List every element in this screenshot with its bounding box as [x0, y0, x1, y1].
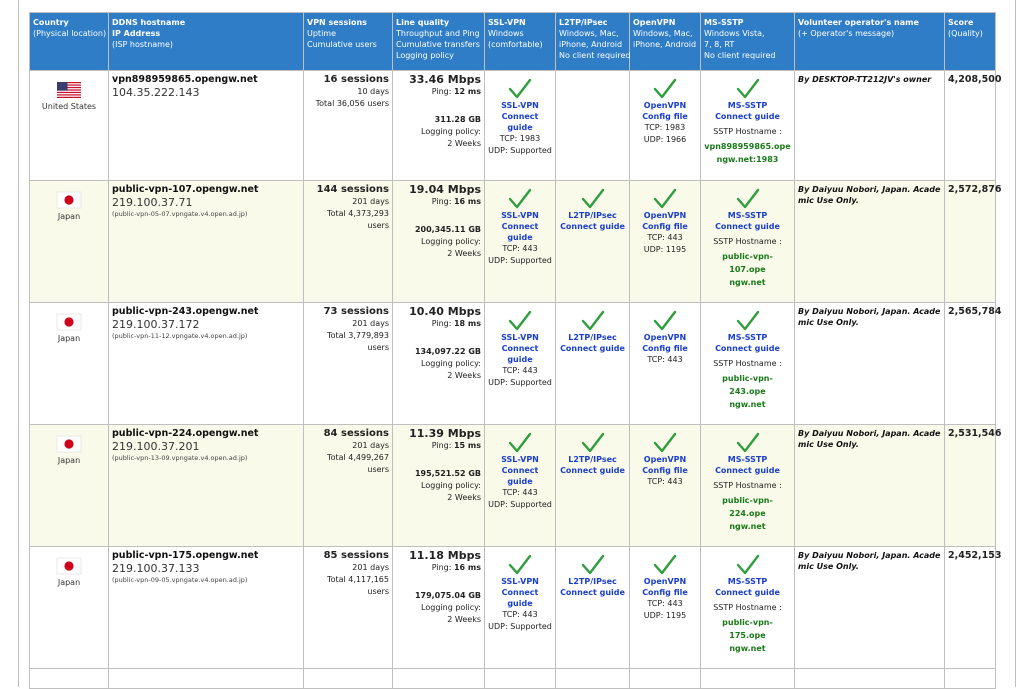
- sslvpn-connect-guide-link[interactable]: Connect guide: [501, 112, 539, 132]
- logging-policy-value: 2 Weeks: [447, 249, 481, 258]
- ip-address: 219.100.37.201: [112, 440, 200, 453]
- score-value: 2,452,153: [948, 550, 1002, 561]
- session-count: 144 sessions: [316, 184, 389, 195]
- vpn-server-table: [29, 12, 1002, 689]
- sslvpn-link[interactable]: SSL-VPN: [501, 577, 539, 586]
- mssstp-link[interactable]: MS-SSTP: [727, 455, 768, 464]
- ping: [396, 318, 481, 330]
- l2tp-connect-guide-link[interactable]: Connect guide: [560, 222, 625, 231]
- header-sessions: VPN sessions Uptime Cumulative users: [304, 13, 393, 71]
- country-cell: [30, 547, 109, 669]
- openvpn-tcp: TCP: 443: [647, 233, 683, 242]
- quality-cell: [393, 71, 485, 181]
- uptime: 201 days: [352, 563, 389, 572]
- operator-cell: [795, 303, 945, 425]
- ping-value: 15 ms: [453, 441, 481, 450]
- sslvpn-connect-guide-link[interactable]: Connect guide: [501, 344, 539, 364]
- logging-policy-label: Logging policy:: [421, 237, 481, 246]
- throughput: 11.18 Mbps: [409, 549, 481, 562]
- logging-policy-label: Logging policy:: [421, 127, 481, 136]
- quality-cell: [393, 181, 485, 303]
- sessions-cell: [304, 303, 393, 425]
- check-icon: [653, 554, 677, 576]
- openvpn-link[interactable]: OpenVPN: [643, 455, 687, 464]
- score-value: 2,565,784: [948, 306, 1002, 317]
- session-count: 73 sessions: [323, 306, 389, 317]
- sslvpn-connect-guide-link[interactable]: Connect guide: [501, 222, 539, 242]
- score-cell: [945, 547, 1002, 669]
- check-icon: [581, 432, 605, 454]
- ping-value: 18 ms: [453, 319, 481, 328]
- sslvpn-udp: UDP: Supported: [488, 378, 552, 387]
- logging-policy-value: 2 Weeks: [447, 493, 481, 502]
- openvpn-cell: [630, 303, 701, 425]
- quality-cell: [393, 547, 485, 669]
- cumulative-transfer: 311.28 GB: [434, 115, 481, 124]
- header-ddns: DDNS hostname IP Address (ISP hostname): [109, 13, 304, 71]
- mssstp-link[interactable]: MS-SSTP: [727, 211, 768, 220]
- table-header-row: [30, 13, 996, 71]
- session-count: 16 sessions: [323, 74, 389, 85]
- openvpn-udp: UDP: 1195: [643, 245, 687, 254]
- l2tp-cell: [556, 547, 630, 669]
- uptime: 201 days: [352, 319, 389, 328]
- l2tp-link[interactable]: L2TP/IPsec: [568, 577, 617, 586]
- sstp-hostname-line1: vpn898959865.ope: [704, 142, 791, 151]
- operator-name-line2: mic Use Only.: [798, 196, 859, 205]
- header-sslvpn: SSL-VPN Windows (comfortable): [485, 13, 556, 71]
- logging-policy-value: 2 Weeks: [447, 139, 481, 148]
- sslvpn-link[interactable]: SSL-VPN: [501, 211, 539, 220]
- check-icon: [508, 78, 532, 100]
- sstp-hostname-label: SSTP Hostname :: [713, 127, 782, 136]
- japan-flag-icon: [57, 192, 81, 208]
- check-icon: [736, 78, 760, 100]
- sslvpn-connect-guide-link[interactable]: Connect guide: [501, 466, 539, 486]
- check-icon: [508, 432, 532, 454]
- sstp-hostname-line1: public-vpn-243.ope: [722, 374, 773, 396]
- us-flag-icon: [57, 82, 81, 98]
- mssstp-link[interactable]: MS-SSTP: [727, 101, 768, 110]
- openvpn-tcp: TCP: 443: [647, 355, 683, 364]
- table-row: [30, 547, 996, 669]
- sslvpn-cell: [485, 425, 556, 547]
- sstp-hostname-line2: ngw.net:1983: [716, 155, 779, 164]
- sslvpn-cell: [485, 71, 556, 181]
- logging-policy-label: Logging policy:: [421, 603, 481, 612]
- score-value: 2,531,546: [948, 428, 1002, 439]
- openvpn-tcp: TCP: 443: [647, 599, 683, 608]
- sslvpn-udp: UDP: Supported: [488, 256, 552, 265]
- operator-name-line2: mic Use Only.: [798, 562, 859, 571]
- sstp-hostname-label: SSTP Hostname :: [713, 359, 782, 368]
- operator-name-line1: By DESKTOP-TT212JV's owner: [798, 75, 932, 84]
- ip-address: 104.35.222.143: [112, 86, 200, 99]
- cumulative-transfer: 200,345.11 GB: [414, 225, 481, 234]
- sslvpn-udp: UDP: Supported: [488, 146, 552, 155]
- operator-name-line1: By Daiyuu Nobori, Japan. Acade: [798, 307, 941, 316]
- mssstp-connect-guide-link[interactable]: Connect guide: [715, 222, 780, 231]
- ping: [396, 86, 481, 98]
- mssstp-cell: [701, 547, 795, 669]
- logging-policy-label: Logging policy:: [421, 359, 481, 368]
- ddns-hostname: vpn898959865.opengw.net: [112, 74, 258, 85]
- header-quality: Line quality Throughput and Ping Cumulative transfers Logging policy: [393, 13, 485, 71]
- mssstp-cell: [701, 181, 795, 303]
- score-cell: [945, 71, 1002, 181]
- uptime: 10 days: [357, 87, 389, 96]
- ddns-cell: [109, 425, 304, 547]
- l2tp-cell: [556, 303, 630, 425]
- score-cell: [945, 425, 1002, 547]
- country-cell: [30, 425, 109, 547]
- l2tp-cell: [556, 425, 630, 547]
- operator-cell: [795, 181, 945, 303]
- ddns-hostname: public-vpn-107.opengw.net: [112, 184, 259, 195]
- openvpn-udp: UDP: 1195: [643, 611, 687, 620]
- operator-name-line2: mic Use Only.: [798, 440, 859, 449]
- session-count: 85 sessions: [323, 550, 389, 561]
- sstp-hostname-line1: public-vpn-175.ope: [722, 618, 773, 640]
- country-name: Japan: [57, 334, 81, 343]
- ip-address: 219.100.37.71: [112, 196, 193, 209]
- throughput: 10.40 Mbps: [409, 305, 481, 318]
- logging-policy-label: Logging policy:: [421, 481, 481, 490]
- check-icon: [736, 188, 760, 210]
- cumulative-users: Total 3,779,893 users: [327, 331, 389, 352]
- quality-cell: [393, 425, 485, 547]
- score-value: 4,208,500: [948, 74, 1002, 85]
- country-name: Japan: [57, 578, 81, 587]
- mssstp-cell: [701, 71, 795, 181]
- openvpn-tcp: TCP: 1983: [644, 123, 686, 132]
- openvpn-cell: [630, 71, 701, 181]
- japan-flag-icon: [57, 558, 81, 574]
- sstp-hostname-label: SSTP Hostname :: [713, 237, 782, 246]
- sslvpn-udp: UDP: Supported: [488, 622, 552, 631]
- isp-hostname: (public-vpn-09-05.vpngate.v4.open.ad.jp): [112, 576, 248, 584]
- ddns-cell: [109, 71, 304, 181]
- cumulative-users: Total 36,056 users: [315, 99, 389, 108]
- table-row: [30, 71, 996, 181]
- cumulative-transfer: 195,521.52 GB: [414, 469, 481, 478]
- openvpn-link[interactable]: OpenVPN: [643, 101, 687, 110]
- check-icon: [581, 188, 605, 210]
- sslvpn-tcp: TCP: 443: [502, 488, 538, 497]
- sessions-cell: [304, 425, 393, 547]
- throughput: 19.04 Mbps: [409, 183, 481, 196]
- ddns-hostname: public-vpn-224.opengw.net: [112, 428, 259, 439]
- l2tp-link[interactable]: L2TP/IPsec: [568, 333, 617, 342]
- ping-label: Ping:: [431, 563, 452, 572]
- isp-hostname: (public-vpn-05-07.vpngate.v4.open.ad.jp): [112, 210, 248, 218]
- ping: [396, 562, 481, 574]
- ping-value: 12 ms: [453, 87, 481, 96]
- sstp-hostname-line2: ngw.net: [729, 400, 766, 409]
- uptime: 201 days: [352, 197, 389, 206]
- ddns-hostname: public-vpn-175.opengw.net: [112, 550, 259, 561]
- sslvpn-tcp: TCP: 1983: [499, 134, 541, 143]
- check-icon: [736, 432, 760, 454]
- mssstp-link[interactable]: MS-SSTP: [727, 333, 768, 342]
- openvpn-link[interactable]: OpenVPN: [643, 333, 687, 342]
- sslvpn-cell: [485, 181, 556, 303]
- openvpn-config-file-link[interactable]: Config file: [642, 222, 688, 231]
- sslvpn-udp: UDP: Supported: [488, 500, 552, 509]
- sslvpn-connect-guide-link[interactable]: Connect guide: [501, 588, 539, 608]
- logging-policy-value: 2 Weeks: [447, 371, 481, 380]
- score-cell: [945, 181, 1002, 303]
- session-count: 84 sessions: [323, 428, 389, 439]
- cumulative-users: Total 4,373,293 users: [327, 209, 389, 230]
- ddns-hostname: public-vpn-243.opengw.net: [112, 306, 259, 317]
- ping-label: Ping:: [431, 197, 452, 206]
- sessions-cell: [304, 181, 393, 303]
- operator-name-line1: By Daiyuu Nobori, Japan. Acade: [798, 429, 941, 438]
- ping: [396, 196, 481, 208]
- mssstp-cell: [701, 425, 795, 547]
- header-operator: Volunteer operator's name (+ Operator's message): [795, 13, 945, 71]
- sessions-cell: [304, 71, 393, 181]
- table-row: [30, 181, 996, 303]
- country-cell: [30, 181, 109, 303]
- sstp-hostname-line1: public-vpn-107.ope: [722, 252, 773, 274]
- l2tp-link[interactable]: L2TP/IPsec: [568, 211, 617, 220]
- country-cell: [30, 303, 109, 425]
- ping-value: 16 ms: [453, 563, 481, 572]
- openvpn-cell: [630, 425, 701, 547]
- check-icon: [653, 310, 677, 332]
- operator-name-line2: mic Use Only.: [798, 318, 859, 327]
- l2tp-cell: [556, 181, 630, 303]
- logging-policy-value: 2 Weeks: [447, 615, 481, 624]
- throughput: 33.46 Mbps: [409, 73, 481, 86]
- score-value: 2,572,876: [948, 184, 1002, 195]
- ping: [396, 440, 481, 452]
- ip-address: 219.100.37.133: [112, 562, 200, 575]
- country-name: United States: [41, 102, 97, 111]
- sslvpn-link[interactable]: SSL-VPN: [501, 333, 539, 342]
- check-icon: [581, 554, 605, 576]
- ping-label: Ping:: [431, 87, 452, 96]
- mssstp-connect-guide-link[interactable]: Connect guide: [715, 466, 780, 475]
- openvpn-config-file-link[interactable]: Config file: [642, 588, 688, 597]
- openvpn-cell: [630, 181, 701, 303]
- sslvpn-link[interactable]: SSL-VPN: [501, 101, 539, 110]
- cumulative-users: Total 4,499,267 users: [327, 453, 389, 474]
- l2tp-connect-guide-link[interactable]: Connect guide: [560, 588, 625, 597]
- cumulative-transfer: 134,097.22 GB: [414, 347, 481, 356]
- sstp-hostname-line1: public-vpn-224.ope: [722, 496, 773, 518]
- uptime: 201 days: [352, 441, 389, 450]
- openvpn-config-file-link[interactable]: Config file: [642, 344, 688, 353]
- check-icon: [653, 78, 677, 100]
- openvpn-config-file-link[interactable]: Config file: [642, 466, 688, 475]
- operator-cell: [795, 425, 945, 547]
- country-name: Japan: [57, 212, 81, 221]
- operator-cell: [795, 71, 945, 181]
- score-cell: [945, 303, 1002, 425]
- check-icon: [508, 310, 532, 332]
- isp-hostname: (public-vpn-11-12.vpngate.v4.open.ad.jp): [112, 332, 248, 340]
- openvpn-link[interactable]: OpenVPN: [643, 211, 687, 220]
- check-icon: [736, 554, 760, 576]
- header-mssstp: MS-SSTP Windows Vista, 7, 8, RT No client required: [701, 13, 795, 71]
- sstp-hostname-line2: ngw.net: [729, 644, 766, 653]
- check-icon: [736, 310, 760, 332]
- sessions-cell: [304, 547, 393, 669]
- openvpn-config-file-link[interactable]: Config file: [642, 112, 688, 121]
- sstp-hostname-label: SSTP Hostname :: [713, 603, 782, 612]
- l2tp-connect-guide-link[interactable]: Connect guide: [560, 344, 625, 353]
- ddns-cell: [109, 181, 304, 303]
- check-icon: [653, 188, 677, 210]
- country-cell: [30, 71, 109, 181]
- openvpn-link[interactable]: OpenVPN: [643, 577, 687, 586]
- mssstp-connect-guide-link[interactable]: Connect guide: [715, 112, 780, 121]
- japan-flag-icon: [57, 436, 81, 452]
- sstp-hostname-label: SSTP Hostname :: [713, 481, 782, 490]
- l2tp-cell: [556, 71, 630, 181]
- mssstp-connect-guide-link[interactable]: Connect guide: [715, 344, 780, 353]
- header-l2tp: L2TP/IPsec Windows, Mac, iPhone, Android No client required: [556, 13, 630, 71]
- sstp-hostname-line2: ngw.net: [729, 522, 766, 531]
- check-icon: [508, 188, 532, 210]
- isp-hostname: (public-vpn-13-09.vpngate.v4.open.ad.jp): [112, 454, 248, 462]
- ddns-cell: [109, 547, 304, 669]
- check-icon: [653, 432, 677, 454]
- cumulative-transfer: 179,075.04 GB: [414, 591, 481, 600]
- ip-address: 219.100.37.172: [112, 318, 200, 331]
- quality-cell: [393, 303, 485, 425]
- header-score: Score (Quality): [945, 13, 996, 71]
- header-openvpn: OpenVPN Windows, Mac, iPhone, Android: [630, 13, 701, 71]
- table-row: [30, 425, 996, 547]
- header-country: Country (Physical location): [30, 13, 109, 71]
- operator-name-line1: By Daiyuu Nobori, Japan. Acade: [798, 185, 941, 194]
- mssstp-cell: [701, 303, 795, 425]
- table-row-partial: [30, 669, 996, 689]
- sslvpn-cell: [485, 303, 556, 425]
- ping-label: Ping:: [431, 441, 452, 450]
- check-icon: [508, 554, 532, 576]
- sslvpn-link[interactable]: SSL-VPN: [501, 455, 539, 464]
- country-name: Japan: [57, 456, 81, 465]
- cumulative-users: Total 4,117,165 users: [327, 575, 389, 596]
- sslvpn-tcp: TCP: 443: [502, 366, 538, 375]
- mssstp-link[interactable]: MS-SSTP: [727, 577, 768, 586]
- l2tp-link[interactable]: L2TP/IPsec: [568, 455, 617, 464]
- sslvpn-tcp: TCP: 443: [502, 610, 538, 619]
- sstp-hostname-line2: ngw.net: [729, 278, 766, 287]
- ping-label: Ping:: [431, 319, 452, 328]
- operator-name-line1: By Daiyuu Nobori, Japan. Acade: [798, 551, 941, 560]
- openvpn-tcp: TCP: 443: [647, 477, 683, 486]
- ddns-cell: [109, 303, 304, 425]
- table-row: [30, 303, 996, 425]
- throughput: 11.39 Mbps: [409, 427, 481, 440]
- check-icon: [581, 310, 605, 332]
- operator-cell: [795, 547, 945, 669]
- ping-value: 16 ms: [453, 197, 481, 206]
- openvpn-udp: UDP: 1966: [643, 135, 687, 144]
- l2tp-connect-guide-link[interactable]: Connect guide: [560, 466, 625, 475]
- japan-flag-icon: [57, 314, 81, 330]
- openvpn-cell: [630, 547, 701, 669]
- mssstp-connect-guide-link[interactable]: Connect guide: [715, 588, 780, 597]
- sslvpn-cell: [485, 547, 556, 669]
- sslvpn-tcp: TCP: 443: [502, 244, 538, 253]
